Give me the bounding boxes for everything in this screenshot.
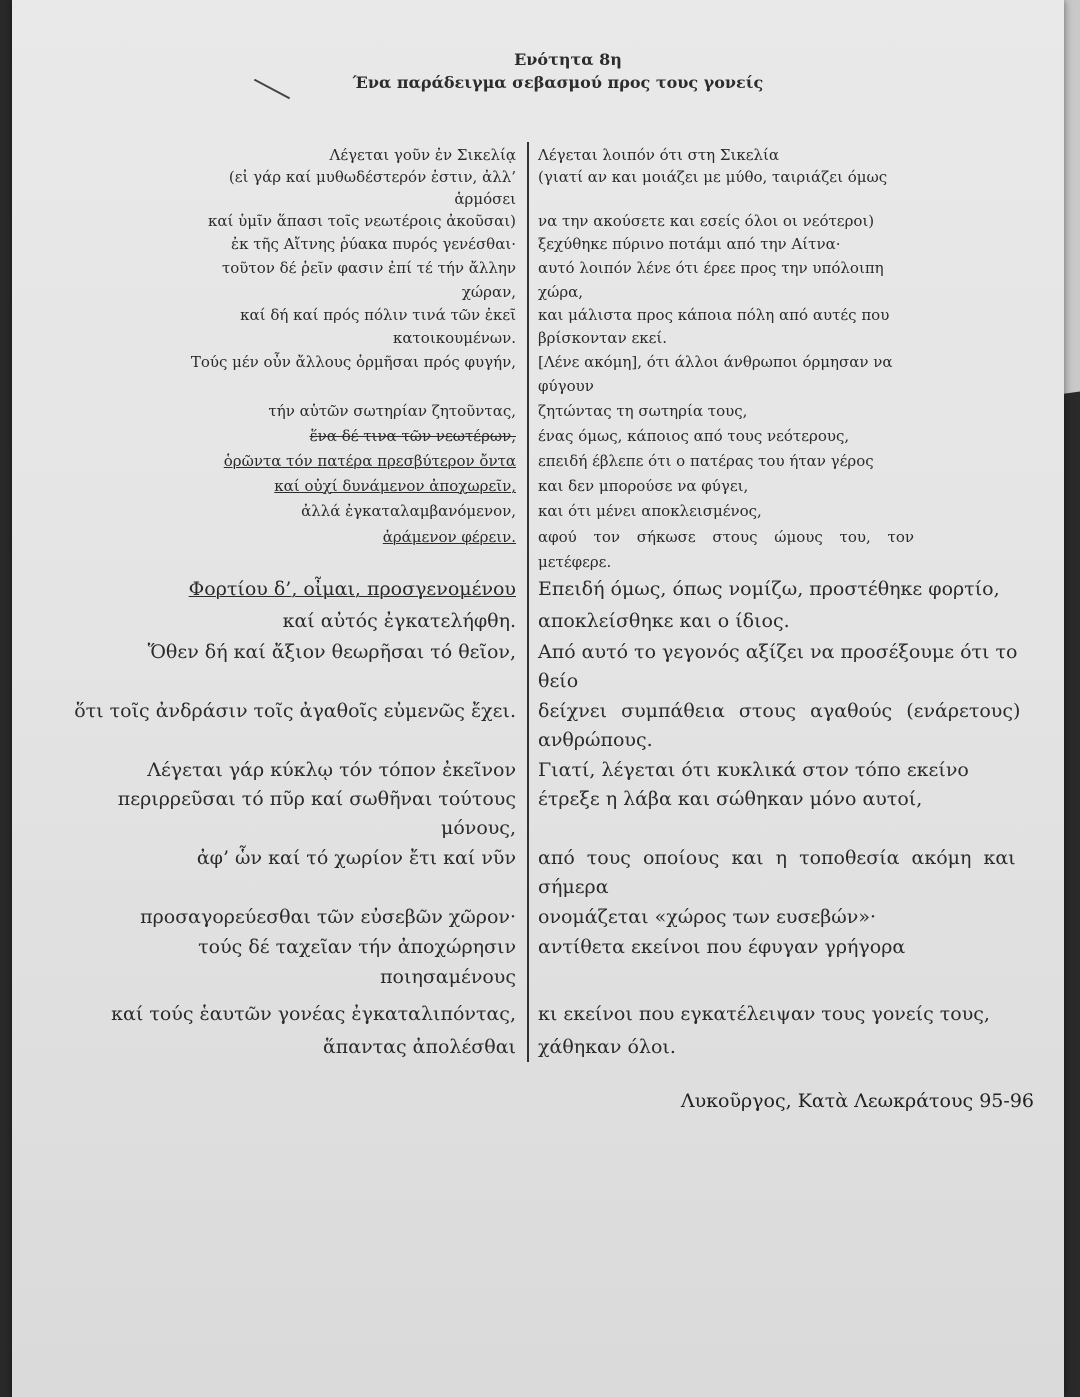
- modern-greek-line: [Λένε ακόμη], ότι άλλοι άνθρωποι όρμησαν να: [538, 353, 893, 371]
- modern-greek-line: Από αυτό το γεγονός αξίζει να προσέξουμε ότι το: [538, 641, 1018, 663]
- ancient-greek-line: ὁρῶντα τόν πατέρα πρεσβύτερον ὄντα: [223, 452, 516, 470]
- modern-greek-line: αποκλείσθηκε και ο ίδιος.: [538, 610, 790, 632]
- ancient-greek-line: ἕνα δέ τινα τῶν νεωτέρων,: [309, 427, 516, 445]
- ancient-greek-line: καί ὑμῖν ἅπασι τοῖς νεωτέροις ἀκοῦσαι): [207, 212, 516, 230]
- ancient-greek-line: Ὅθεν δή καί ἄξιον θεωρῆσαι τό θεῖον,: [147, 641, 516, 663]
- modern-greek-line: Γιατί, λέγεται ότι κυκλικά στον τόπο εκείνο: [538, 759, 969, 781]
- ancient-greek-line: καί δή καί πρός πόλιν τινά τῶν ἐκεῖ: [240, 306, 516, 324]
- ancient-greek-line: τούς δέ ταχεῖαν τήν ἀποχώρησιν: [198, 936, 516, 958]
- modern-greek-line: χώρα,: [538, 283, 584, 301]
- ancient-greek-line: χώραν,: [461, 283, 516, 301]
- modern-greek-line: ζητώντας τη σωτηρία τους,: [538, 402, 748, 420]
- modern-greek-line: ένας όμως, κάποιος από τους νεότερους,: [538, 427, 850, 445]
- ancient-greek-line: Τούς μέν οὖν ἄλλους ὁρμῆσαι πρός φυγήν,: [190, 353, 516, 371]
- modern-greek-line: χάθηκαν όλοι.: [538, 1036, 676, 1058]
- modern-greek-line: αντίθετα εκείνοι που έφυγαν γρήγορα: [538, 936, 906, 958]
- page-title: Ένα παράδειγμα σεβασμού προς τους γονείς: [352, 73, 764, 92]
- unit-heading: Ενότητα 8η: [514, 50, 622, 69]
- ancient-greek-line: (εἰ γάρ καί μυθωδέστερόν ἐστιν, ἀλλ’: [228, 168, 516, 186]
- modern-greek-line: έτρεξε η λάβα και σώθηκαν μόνο αυτοί,: [538, 788, 923, 810]
- modern-greek-line: δείχνει συμπάθεια στους αγαθούς (ενάρετους): [538, 700, 1021, 722]
- modern-greek-line: μετέφερε.: [538, 553, 612, 571]
- ancient-greek-line: Φορτίου δ’, οἶμαι, προσγενομένου: [188, 578, 516, 600]
- modern-greek-line: αφού τον σήκωσε στους ώμους του, τον: [538, 528, 914, 546]
- worksheet-page: [12, 0, 1064, 1397]
- ancient-greek-line: καί αὐτός ἐγκατελήφθη.: [282, 610, 516, 632]
- modern-greek-line: φύγουν: [538, 377, 594, 395]
- modern-greek-line: επειδή έβλεπε ότι ο πατέρας του ήταν γέρος: [538, 452, 874, 470]
- ancient-greek-line: ἀράμενον φέρειν.: [382, 528, 516, 546]
- ancient-greek-line: περιρρεῦσαι τό πῦρ καί σωθῆναι τούτους: [117, 788, 516, 810]
- ancient-greek-line: ποιησαμένους: [380, 966, 516, 988]
- modern-greek-line: να την ακούσετε και εσείς όλοι οι νεότεροι): [538, 212, 875, 230]
- ancient-greek-line: τοῦτον δέ ῥεῖν φασιν ἐπί τέ τήν ἄλλην: [221, 259, 516, 277]
- modern-greek-line: και δεν μπορούσε να φύγει,: [538, 477, 749, 495]
- modern-greek-line: (γιατί αν και μοιάζει με μύθο, ταιριάζει όμως: [538, 168, 888, 186]
- modern-greek-line: βρίσκονταν εκεί.: [538, 329, 668, 347]
- ancient-greek-line: Λέγεται γοῦν ἐν Σικελίᾳ: [329, 146, 516, 164]
- ancient-greek-line: καί οὐχί δυνάμενον ἀποχωρεῖν,: [274, 477, 516, 495]
- modern-greek-line: ξεχύθηκε πύρινο ποτάμι από την Αίτνα·: [538, 235, 841, 253]
- ancient-greek-line: ἁρμόσει: [454, 190, 516, 208]
- modern-greek-line: Λέγεται λοιπόν ότι στη Σικελία: [538, 146, 780, 164]
- modern-greek-line: κι εκείνοι που εγκατέλειψαν τους γονείς τους,: [538, 1003, 990, 1025]
- ancient-greek-line: μόνους,: [440, 817, 516, 839]
- modern-greek-line: και ότι μένει αποκλεισμένος,: [538, 502, 762, 520]
- modern-greek-line: από τους οποίους και η τοποθεσία ακόμη και: [538, 847, 1016, 869]
- ancient-greek-line: ὅτι τοῖς ἀνδράσιν τοῖς ἀγαθοῖς εὐμενῶς ἔχει.: [74, 700, 516, 722]
- modern-greek-line: Επειδή όμως, όπως νομίζω, προστέθηκε φορτίο,: [538, 578, 1000, 600]
- header: [12, 50, 1064, 92]
- ancient-greek-line: προσαγορεύεσθαι τῶν εὐσεβῶν χῶρον·: [140, 906, 516, 928]
- ancient-greek-line: Λέγεται γάρ κύκλῳ τόν τόπον ἐκεῖνον: [147, 759, 516, 781]
- modern-greek-line: αυτό λοιπόν λένε ότι έρεε προς την υπόλοιπη: [538, 259, 884, 277]
- ancient-greek-line: κατοικουμένων.: [393, 329, 516, 347]
- ancient-greek-line: ἀφ’ ὧν καί τό χωρίον ἔτι καί νῦν: [196, 847, 516, 869]
- modern-greek-line: ανθρώπους.: [538, 729, 653, 751]
- ancient-greek-line: τήν αὑτῶν σωτηρίαν ζητοῦντας,: [268, 402, 516, 420]
- ancient-greek-line: ἐκ τῆς Αἴτνης ῥύακα πυρός γενέσθαι·: [231, 235, 516, 253]
- ancient-greek-line: ἅπαντας ἀπολέσθαι: [322, 1036, 516, 1058]
- source-citation: Λυκοῦργος, Κατὰ Λεωκράτους 95-96: [680, 1090, 1034, 1112]
- ancient-greek-line: ἀλλά ἐγκαταλαμβανόμενον,: [301, 502, 516, 520]
- ancient-greek-line: καί τούς ἑαυτῶν γονέας ἐγκαταλιπόντας,: [111, 1003, 516, 1025]
- column-divider: [527, 142, 529, 1062]
- modern-greek-line: θείο: [538, 670, 579, 692]
- modern-greek-line: σήμερα: [538, 876, 609, 898]
- modern-greek-line: και μάλιστα προς κάποια πόλη από αυτές που: [538, 306, 890, 324]
- modern-greek-line: ονομάζεται «χώρος των ευσεβών»·: [538, 906, 876, 928]
